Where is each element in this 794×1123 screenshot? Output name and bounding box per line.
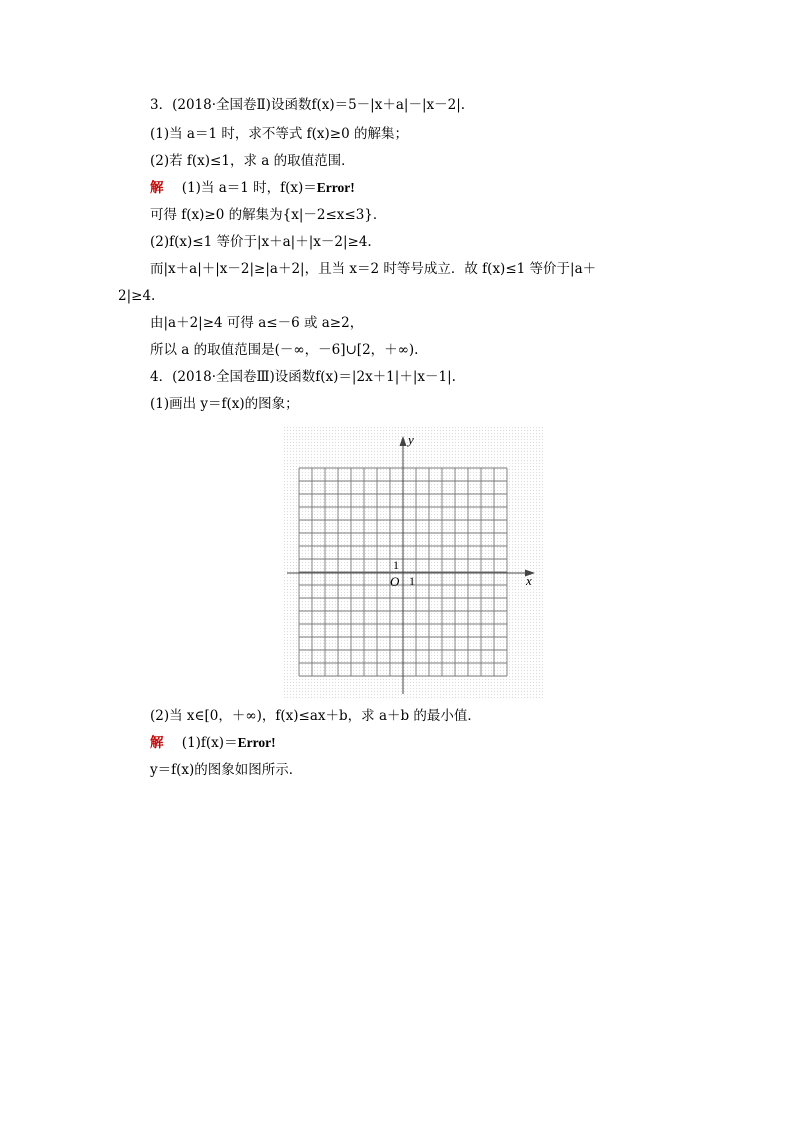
solution-text: (1)当 a＝1 时，f(x)＝ [181,180,317,196]
error-text: Error! [316,180,355,195]
error-text: Error! [237,735,276,750]
x-tick-label: 1 [409,574,415,588]
problem4-solution-line2: y＝f(x)的图象如图所示． [150,762,303,778]
x-axis-label: x [526,573,532,588]
problem3-solution-line5: 2|≥4. [118,288,156,304]
problem3-solution-line1 [150,179,355,197]
problem3-question1: (1)当 a＝1 时，求不等式 f(x)≥0 的解集； [150,126,408,142]
problem3-question2: (2)若 f(x)≤1，求 a 的取值范围． [150,153,355,169]
coordinate-grid [283,426,545,698]
problem3-solution-line6: 由|a＋2|≥4 可得 a≤－6 或 a≥2， [150,315,364,331]
solution-text: (1)f(x)＝ [181,735,238,751]
problem3-solution-line2: 可得 f(x)≥0 的解集为{x|－2≤x≤3}． [150,207,387,223]
y-axis-label: y [408,432,414,447]
problem3-solution-line7: 所以 a 的取值范围是(－∞，－6]∪[2，＋∞). [150,342,419,358]
solution-label: 解 [150,180,164,196]
origin-label: O [390,574,400,589]
problem3-solution-line3: (2)f(x)≤1 等价于|x＋a|＋|x－2|≥4. [150,234,372,250]
problem3-stem: 3．(2018·全国卷Ⅱ)设函数f(x)＝5－|x＋a|－|x－2|. [150,97,466,113]
y-tick-label: 1 [393,558,399,572]
problem3-solution-line4: 而|x＋a|＋|x－2|≥|a＋2|，且当 x＝2 时等号成立．故 f(x)≤1 等价于|a＋ [150,261,597,277]
problem4-solution-line1 [150,734,276,752]
problem4-question1: (1)画出 y＝f(x)的图象； [150,396,299,412]
grid-background [283,426,545,698]
problem4-question2: (2)当 x∈[0，＋∞)，f(x)≤ax＋b，求 a＋b 的最小值． [150,708,481,724]
problem4-stem: 4．(2018·全国卷Ⅲ)设函数f(x)＝|2x＋1|＋|x－1|. [150,369,456,385]
solution-label: 解 [150,735,164,751]
